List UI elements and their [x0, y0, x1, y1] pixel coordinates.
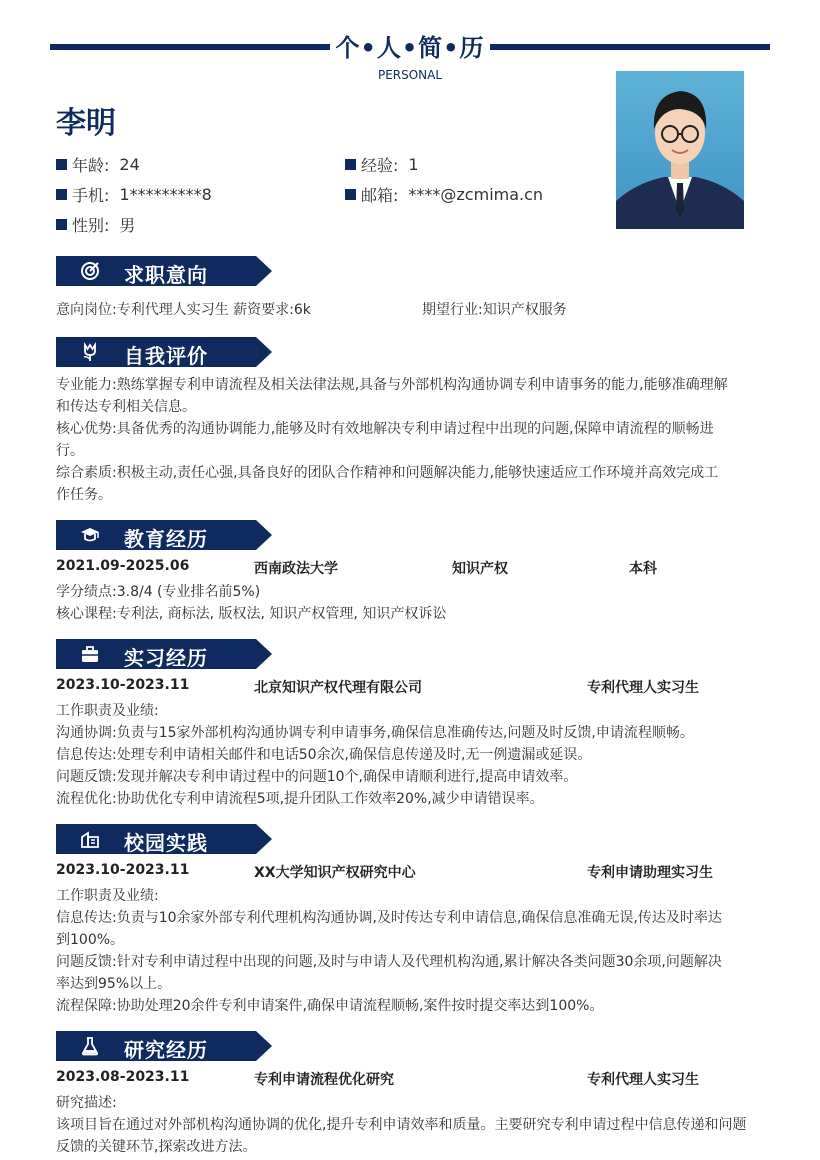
bullet-square-icon: [345, 159, 356, 170]
education-school: 西南政法大学: [254, 561, 338, 577]
self-eval-line: 综合素质:积极主动,责任心强,具备良好的团队合作精神和问题解决能力,能够快速适应工作环境并高效完成工: [56, 465, 719, 481]
internship-role: 专利代理人实习生: [587, 680, 699, 696]
section-header-research: [56, 1031, 272, 1061]
header-line-left: [50, 44, 330, 50]
profile-photo: [616, 71, 744, 229]
self-eval-line: 和传达专利相关信息。: [56, 399, 196, 415]
internship-line: 信息传达:处理专利申请相关邮件和电话50余次,确保信息传递及时,无一例遗漏或延误。: [56, 747, 592, 763]
resume-subtitle: PERSONAL: [377, 68, 443, 82]
self-eval-line: 作任务。: [56, 487, 112, 503]
intent-row: [56, 299, 768, 321]
age-field: [56, 153, 140, 176]
campus-line: 到100%。: [56, 932, 125, 948]
education-degree: 本科: [629, 561, 657, 577]
experience-field: [345, 153, 419, 176]
section-title: 校园实践: [124, 831, 208, 855]
phone-value: 1*********8: [119, 185, 212, 204]
resume-title: 个•人•简•历: [335, 34, 485, 62]
briefcase-icon: [80, 644, 100, 664]
research-project: 专利申请流程优化研究: [254, 1072, 394, 1088]
campus-details: [56, 885, 768, 1017]
email-field: [345, 183, 543, 206]
self-eval-text: [56, 374, 768, 506]
section-title: 求职意向: [124, 263, 208, 287]
campus-line: 信息传达:负责与10余家外部专利代理机构沟通协调,及时传达专利申请信息,确保信息准确无误,传达及时率达: [56, 910, 722, 926]
internship-line: 工作职责及业绩:: [56, 703, 159, 719]
intent-industry: 期望行业:知识产权服务: [422, 302, 567, 318]
experience-label: 经验:: [361, 156, 399, 175]
graduation-cap-icon: [80, 525, 100, 545]
section-header-internship: [56, 639, 272, 669]
building-icon: [80, 829, 100, 849]
bullet-square-icon: [56, 159, 67, 170]
campus-org: XX大学知识产权研究中心: [254, 865, 416, 881]
bullet-square-icon: [56, 189, 67, 200]
section-title: 研究经历: [124, 1038, 208, 1062]
gender-label: 性别:: [72, 216, 110, 235]
education-gpa: 学分绩点:3.8/4 (专业排名前5%): [56, 584, 261, 600]
campus-role: 专利申请助理实习生: [587, 865, 713, 881]
education-row: [56, 558, 768, 580]
campus-row: [56, 862, 768, 884]
section-title: 自我评价: [124, 344, 208, 368]
campus-line: 问题反馈:针对专利申请过程中出现的问题,及时与申请人及代理机构沟通,累计解决各类问题30余项,问题解决: [56, 954, 722, 970]
phone-label: 手机:: [72, 186, 110, 205]
internship-company: 北京知识产权代理有限公司: [254, 680, 422, 696]
research-line: 研究描述:: [56, 1095, 117, 1111]
age-value: 24: [119, 155, 140, 174]
experience-value: 1: [408, 155, 419, 174]
campus-line: 率达到95%以上。: [56, 976, 172, 992]
gender-value: 男: [119, 216, 136, 235]
phone-field: [56, 183, 212, 206]
campus-line: 流程保障:协助处理20余件专利申请案件,确保申请流程顺畅,案件按时提交率达到100%。: [56, 998, 604, 1014]
internship-line: 流程优化:协助优化专利申请流程5项,提升团队工作效率20%,减少申请错误率。: [56, 791, 544, 807]
research-line: 该项目旨在通过对外部机构沟通协调的优化,提升专利申请效率和质量。主要研究专利申请过程中信息传递和问题: [56, 1117, 747, 1133]
section-header-education: [56, 520, 272, 550]
email-value: ****@zcmima.cn: [408, 185, 544, 204]
age-label: 年龄:: [72, 156, 110, 175]
internship-line: 沟通协调:负责与15家外部机构沟通协调专利申请事务,确保信息准确传达,问题及时反馈,申请流程顺畅。: [56, 725, 694, 741]
flask-icon: [80, 1036, 100, 1056]
internship-details: [56, 700, 768, 810]
email-label: 邮箱:: [361, 186, 399, 205]
section-header-self-eval: [56, 337, 272, 367]
campus-line: 工作职责及业绩:: [56, 888, 159, 904]
research-row: [56, 1069, 768, 1091]
research-role: 专利代理人实习生: [587, 1072, 699, 1088]
section-title: 实习经历: [124, 646, 208, 670]
internship-date: 2023.10-2023.11: [56, 677, 190, 693]
self-eval-line: 行。: [56, 443, 84, 459]
research-line: 反馈的关键环节,探索改进方法。: [56, 1139, 257, 1155]
target-icon: [80, 261, 100, 281]
candidate-name: 李明: [56, 106, 116, 141]
section-title: 教育经历: [124, 527, 208, 551]
campus-date: 2023.10-2023.11: [56, 862, 190, 878]
education-major: 知识产权: [452, 561, 508, 577]
section-header-campus: [56, 824, 272, 854]
research-date: 2023.08-2023.11: [56, 1069, 190, 1085]
internship-line: 问题反馈:发现并解决专利申请过程中的问题10个,确保申请顺利进行,提高申请效率。: [56, 769, 578, 785]
gender-field: [56, 213, 135, 236]
header-line-right: [490, 44, 770, 50]
self-eval-line: 核心优势:具备优秀的沟通协调能力,能够及时有效地解决专利申请过程中出现的问题,保障申请流程的顺畅进: [56, 421, 714, 437]
tulip-icon: [80, 342, 100, 362]
education-courses: 核心课程:专利法, 商标法, 版权法, 知识产权管理, 知识产权诉讼: [56, 606, 447, 622]
self-eval-line: 专业能力:熟练掌握专利申请流程及相关法律法规,具备与外部机构沟通协调专利申请事务的能力,能够准确理解: [56, 377, 728, 393]
education-details: [56, 581, 768, 625]
bullet-square-icon: [345, 189, 356, 200]
section-header-intent: [56, 256, 272, 286]
intent-position: 意向岗位:专利代理人实习生 薪资要求:6k: [56, 302, 311, 318]
internship-row: [56, 677, 768, 699]
bullet-square-icon: [56, 219, 67, 230]
education-date: 2021.09-2025.06: [56, 558, 190, 574]
research-details: [56, 1092, 768, 1158]
